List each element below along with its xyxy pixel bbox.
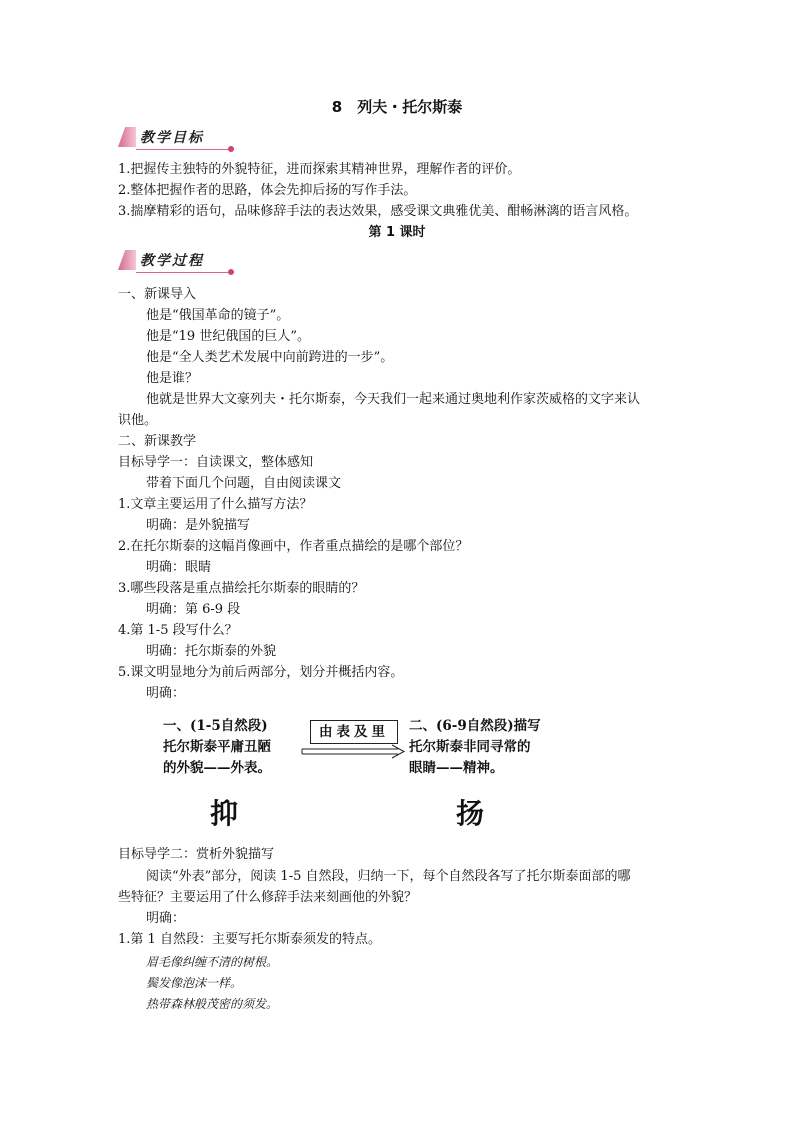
- section-header-process: [118, 250, 236, 276]
- answer: 明确：眼睛: [146, 560, 212, 575]
- guide-text: 些特征？主要运用了什么修辞手法来刻画他的外貌？: [118, 890, 418, 905]
- big-char-raise: 扬: [456, 797, 485, 830]
- intro-line: 他是“全人类艺术发展中向前跨进的一步”。: [146, 350, 394, 365]
- section-header-goals: [118, 127, 236, 153]
- answer: 明确：第 6-9 段: [146, 602, 241, 617]
- header-dot: [228, 269, 234, 275]
- intro-line: 他是“19 世纪俄国的巨人”。: [146, 329, 310, 344]
- answer: 明确：托尔斯泰的外貌: [146, 644, 277, 659]
- diagram-right-line: 托尔斯泰非同寻常的: [409, 739, 531, 755]
- lesson-heading: 第 1 课时: [368, 225, 426, 240]
- header-dot: [228, 146, 234, 152]
- question: 4.第 1-5 段写什么？: [118, 623, 238, 638]
- header-underline: [136, 272, 234, 273]
- intro-heading: 一、新课导入: [118, 287, 197, 302]
- point: 1.第 1 自然段：主要写托尔斯泰须发的特点。: [118, 932, 381, 947]
- question: 3.哪些段落是重点描绘托尔斯泰的眼睛的？: [118, 581, 365, 596]
- guide-text: 阅读“外表”部分，阅读 1-5 自然段，归纳一下，每个自然段各写了托尔斯泰面部的哪: [146, 869, 631, 884]
- intro-line: 他是谁？: [146, 371, 199, 386]
- quote-line: 热带森林般茂密的须发。: [146, 997, 279, 1011]
- diagram-left-block: [163, 716, 271, 779]
- header-underline: [136, 149, 234, 150]
- answer: 明确：: [146, 686, 186, 701]
- intro-line: 他就是世界大文豪列夫・托尔斯泰，今天我们一起来通过奥地利作家茨威格的文字来认: [146, 392, 641, 407]
- quote-line: 鬓发像泡沫一样。: [146, 976, 243, 990]
- section-header-label: 教学过程: [140, 253, 204, 269]
- goal-item: 1.把握传主独特的外貌特征，进而探索其精神世界，理解作者的评价。: [118, 162, 521, 177]
- diagram-left-line: 的外貌——外表。: [163, 760, 271, 776]
- guide-text: 带着下面几个问题，自由阅读课文: [146, 476, 342, 491]
- diagram-right-block: [409, 716, 541, 779]
- big-char-suppress: 抑: [210, 797, 239, 830]
- page-title: 8 列夫・托尔斯泰: [331, 98, 463, 116]
- intro-line: 他是“俄国革命的镜子”。: [146, 308, 290, 323]
- goal-item: 2.整体把握作者的思路，体会先抑后扬的写作手法。: [118, 183, 417, 198]
- guide-heading: 目标导学二：赏析外貌描写: [118, 847, 275, 862]
- diagram-right-line: 眼睛——精神。: [409, 760, 504, 776]
- teach-heading: 二、新课教学: [118, 434, 197, 449]
- question: 1.文章主要运用了什么描写方法？: [118, 497, 313, 512]
- diagram-right-line: 二、(6-9自然段)描写: [409, 718, 541, 734]
- diagram-left-line: 一、(1-5自然段): [163, 718, 268, 734]
- guide-heading: 目标导学一：自读课文，整体感知: [118, 455, 314, 470]
- goal-item: 3.揣摩精彩的语句，品味修辞手法的表达效果，感受课文典雅优美、酣畅淋漓的语言风格。: [118, 204, 638, 219]
- answer: 明确：是外貌描写: [146, 518, 251, 533]
- question: 2.在托尔斯泰的这幅肖像画中，作者重点描绘的是哪个部位？: [118, 539, 469, 554]
- header-decoration: [118, 127, 136, 147]
- intro-line: 识他。: [118, 413, 158, 428]
- quote-line: 眉毛像纠缠不清的树根。: [146, 955, 279, 969]
- question: 5.课文明显地分为前后两部分，划分并概括内容。: [118, 665, 404, 680]
- header-decoration: [118, 250, 136, 270]
- diagram-left-line: 托尔斯泰平庸丑陋: [163, 739, 271, 755]
- double-arrow-icon: [300, 744, 408, 760]
- diagram-arrow-label: 由表及里: [310, 720, 398, 744]
- section-header-label: 教学目标: [140, 130, 204, 146]
- answer: 明确：: [146, 911, 186, 926]
